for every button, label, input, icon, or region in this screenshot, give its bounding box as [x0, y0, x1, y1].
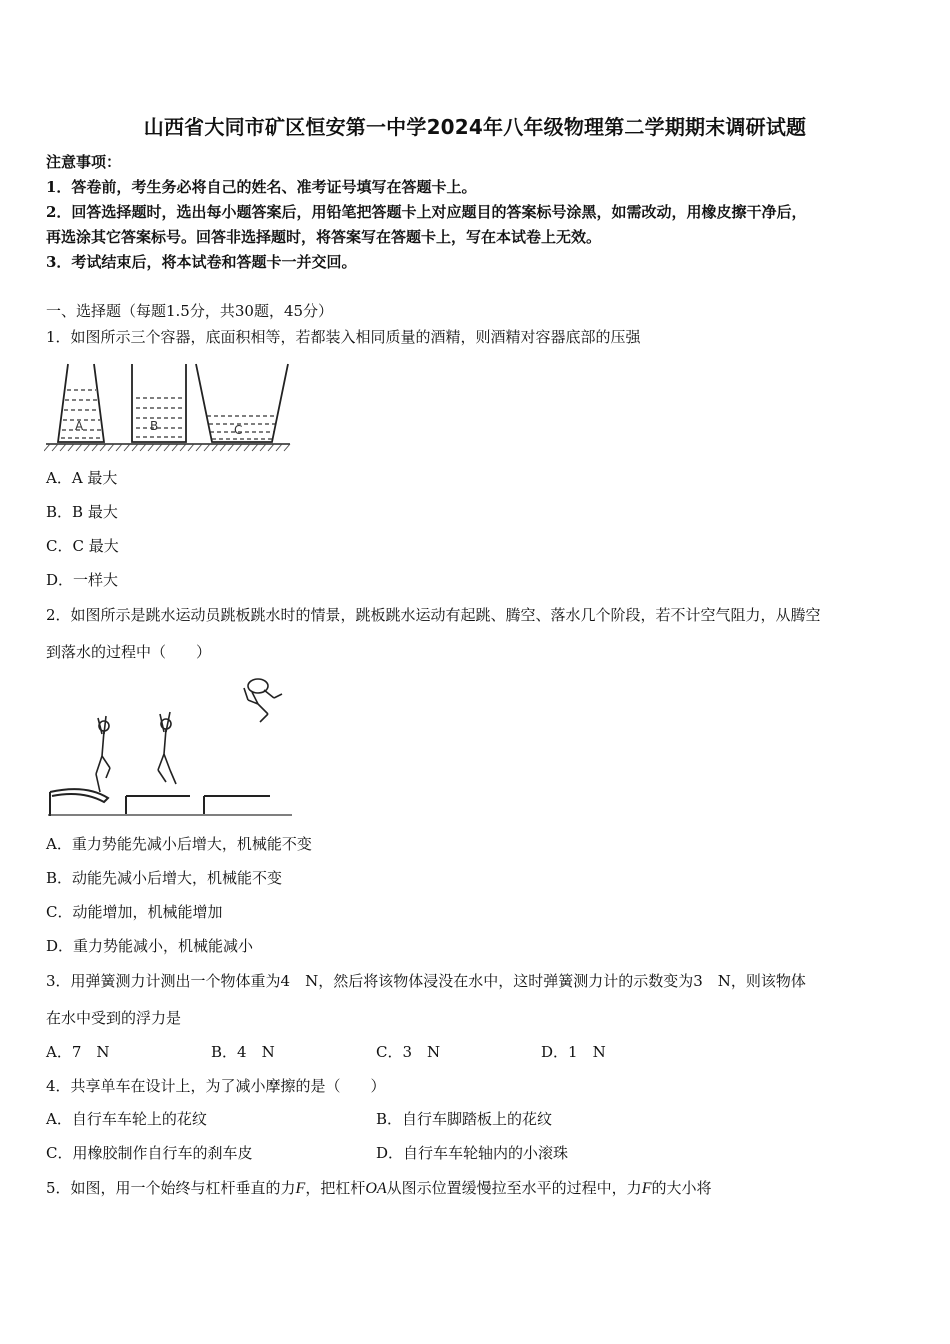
option: C．用橡胶制作自行车的刹车皮 [46, 1144, 253, 1162]
notice-item: 2．回答选择题时，选出每小题答案后，用铅笔把答题卡上对应题目的答案标号涂黑，如需改动，用橡皮擦干净后， [46, 203, 807, 221]
container-label-a: A [75, 419, 84, 433]
option: D．1 N [541, 1043, 606, 1061]
option: B．自行车脚踏板上的花纹 [376, 1110, 553, 1128]
question-5-stem [46, 1178, 711, 1199]
force-symbol: F [295, 1180, 306, 1197]
option: D．自行车车轮轴内的小滚珠 [376, 1144, 569, 1162]
option: D．重力势能减小，机械能减小 [46, 937, 254, 955]
page-title: 山西省大同市矿区恒安第一中学2024年八年级物理第二学期期末调研试题 [143, 115, 807, 139]
option: A．自行车车轮上的花纹 [46, 1110, 207, 1128]
q5-text: ，把杠杆 [305, 1179, 366, 1197]
lever-symbol: OA [365, 1180, 387, 1197]
question-2-stem-cont: 到落水的过程中（ ） [46, 643, 212, 661]
question-1-stem: 1．如图所示三个容器，底面积相等，若都装入相同质量的酒精，则酒精对容器底部的压强 [46, 328, 641, 346]
option: A．A 最大 [46, 469, 118, 487]
option: A．重力势能先减小后增大，机械能不变 [46, 835, 312, 853]
q5-text: 的大小将 [651, 1179, 712, 1197]
option: C．3 N [376, 1043, 441, 1061]
question-2-stem: 2．如图所示是跳水运动员跳板跳水时的情景，跳板跳水运动有起跳、腾空、落水几个阶段，若不计空气阻力，从腾空 [46, 606, 821, 624]
question-3-stem-cont: 在水中受到的浮力是 [46, 1009, 182, 1027]
diving-figure [46, 674, 296, 820]
section-heading: 一、选择题（每题1.5分，共30题，45分） [46, 302, 334, 320]
force-symbol: F [641, 1180, 652, 1197]
q5-text: 5．如图，用一个始终与杠杆垂直的力 [46, 1179, 296, 1197]
notice-item: 1．答卷前，考生务必将自己的姓名、准考证号填写在答题卡上。 [46, 178, 477, 196]
option: C．C 最大 [46, 537, 119, 555]
option: D．一样大 [46, 571, 119, 589]
option: C．动能增加，机械能增加 [46, 903, 223, 921]
option: B．B 最大 [46, 503, 118, 521]
option: A．7 N [46, 1043, 110, 1061]
option: B．4 N [211, 1043, 275, 1061]
notice-item: 再选涂其它答案标号。回答非选择题时，将答案写在答题卡上，写在本试卷上无效。 [46, 228, 602, 246]
question-3-stem: 3．用弹簧测力计测出一个物体重为4 N，然后将该物体浸没在水中，这时弹簧测力计的示数变为3 N，则该物体 [46, 972, 806, 990]
question-4-stem: 4．共享单车在设计上，为了减小摩擦的是（ ） [46, 1077, 386, 1095]
q5-text: 从图示位置缓慢拉至水平的过程中，力 [386, 1179, 642, 1197]
container-label-c: C [234, 423, 243, 437]
container-label-b: B [150, 419, 159, 433]
containers-figure [44, 360, 292, 452]
notice-item: 3．考试结束后，将本试卷和答题卡一并交回。 [46, 253, 357, 271]
option: B．动能先减小后增大，机械能不变 [46, 869, 283, 887]
notice-heading: 注意事项： [46, 153, 122, 171]
